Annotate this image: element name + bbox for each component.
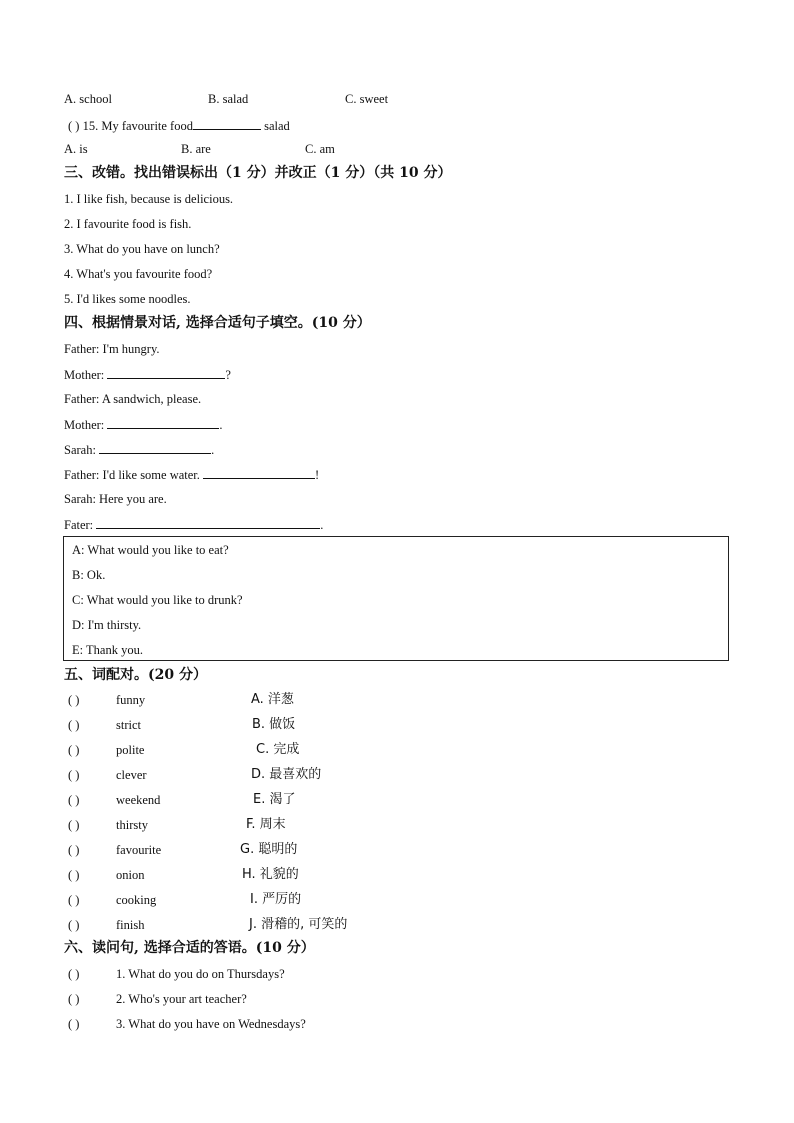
section6-title: 六、读问句, 选择合适的答语。(10 分） bbox=[64, 940, 315, 956]
choice-item: A: What would you like to eat? bbox=[72, 543, 229, 557]
section3-item: 2. I favourite food is fish. bbox=[64, 217, 192, 231]
match-word: favourite bbox=[116, 843, 162, 857]
section6-item bbox=[68, 991, 247, 1007]
speaker: Sarah: bbox=[64, 443, 100, 457]
speaker: Father: I'd like some water. bbox=[64, 468, 204, 482]
match-row bbox=[68, 742, 144, 758]
q15-option-b: B. are bbox=[181, 142, 211, 156]
answer-blank[interactable] bbox=[107, 416, 219, 429]
dialogue-line bbox=[64, 441, 214, 458]
punct: . bbox=[219, 418, 223, 432]
speaker: Fater: bbox=[64, 518, 97, 532]
match-word: onion bbox=[116, 868, 145, 882]
answer-paren[interactable]: ( ) bbox=[68, 893, 80, 907]
punct: . bbox=[211, 443, 215, 457]
choice-item: D: I'm thirsty. bbox=[72, 618, 142, 632]
answer-paren[interactable]: ( ) bbox=[68, 918, 80, 932]
match-row bbox=[68, 867, 144, 883]
answer-paren[interactable]: ( ) bbox=[68, 1017, 80, 1031]
answer-paren[interactable]: ( ) bbox=[68, 967, 80, 981]
match-meaning: B. 做饭 bbox=[252, 717, 296, 732]
section6-item bbox=[68, 966, 285, 982]
dialogue-line: Father: A sandwich, please. bbox=[64, 392, 202, 406]
section4-title: 四、根据情景对话, 选择合适句子填空。(10 分） bbox=[64, 315, 371, 331]
answer-blank[interactable] bbox=[203, 466, 315, 479]
match-meaning: D. 最喜欢的 bbox=[251, 767, 322, 782]
answer-paren[interactable]: ( ) bbox=[68, 843, 80, 857]
answer-blank[interactable] bbox=[96, 516, 320, 529]
q15-option-a: A. is bbox=[64, 142, 88, 156]
section3-item: 3. What do you have on lunch? bbox=[64, 242, 220, 256]
question-text: 3. What do you have on Wednesdays? bbox=[116, 1017, 306, 1031]
dialogue-line: Father: I'm hungry. bbox=[64, 342, 160, 356]
answer-blank[interactable] bbox=[193, 117, 261, 130]
choices-box bbox=[63, 536, 729, 661]
answer-paren[interactable]: ( ) bbox=[68, 693, 80, 707]
dialogue-line bbox=[64, 416, 223, 433]
match-meaning: G. 聪明的 bbox=[240, 842, 298, 857]
q14-option-c: C. sweet bbox=[345, 92, 389, 106]
dialogue-line bbox=[64, 516, 323, 533]
match-row bbox=[68, 717, 141, 733]
match-word: thirsty bbox=[116, 818, 148, 832]
match-row bbox=[68, 767, 147, 783]
match-row bbox=[68, 842, 161, 858]
match-row bbox=[68, 792, 160, 808]
q14-option-a: A. school bbox=[64, 92, 112, 106]
match-meaning: F. 周末 bbox=[246, 817, 286, 832]
match-row bbox=[68, 917, 144, 933]
section3-item: 5. I'd likes some noodles. bbox=[64, 292, 191, 306]
answer-blank[interactable] bbox=[107, 366, 225, 379]
question-text: 1. What do you do on Thursdays? bbox=[116, 967, 285, 981]
section3-item: 4. What's you favourite food? bbox=[64, 267, 213, 281]
speaker: Mother: bbox=[64, 368, 108, 382]
section3-title: 三、改错。找出错误标出（1 分）并改正（1 分）（共 10 分） bbox=[64, 165, 452, 181]
answer-paren: ( ) bbox=[68, 119, 80, 133]
match-word: funny bbox=[116, 693, 146, 707]
answer-paren[interactable]: ( ) bbox=[68, 992, 80, 1006]
q15-question bbox=[68, 117, 290, 134]
choice-item: E: Thank you. bbox=[72, 643, 143, 657]
match-word: clever bbox=[116, 768, 147, 782]
punct: . bbox=[320, 518, 324, 532]
answer-paren[interactable]: ( ) bbox=[68, 743, 80, 757]
match-meaning: A. 洋葱 bbox=[251, 692, 294, 707]
q15-option-c: C. am bbox=[305, 142, 335, 156]
choice-item: B: Ok. bbox=[72, 568, 106, 582]
match-meaning: C. 完成 bbox=[256, 742, 300, 757]
match-word: polite bbox=[116, 743, 145, 757]
match-meaning: I. 严厉的 bbox=[250, 892, 302, 907]
speaker: Mother: bbox=[64, 418, 108, 432]
dialogue-line bbox=[64, 466, 319, 483]
answer-paren[interactable]: ( ) bbox=[68, 868, 80, 882]
q14-option-b: B. salad bbox=[208, 92, 249, 106]
choice-item: C: What would you like to drunk? bbox=[72, 593, 243, 607]
q15-after: salad bbox=[264, 119, 290, 133]
answer-paren[interactable]: ( ) bbox=[68, 793, 80, 807]
section6-item bbox=[68, 1016, 306, 1032]
question-text: 2. Who's your art teacher? bbox=[116, 992, 247, 1006]
match-meaning: E. 渴了 bbox=[253, 792, 296, 807]
answer-paren[interactable]: ( ) bbox=[68, 818, 80, 832]
match-row bbox=[68, 892, 156, 908]
answer-blank[interactable] bbox=[99, 441, 211, 454]
match-word: weekend bbox=[116, 793, 161, 807]
match-row bbox=[68, 692, 145, 708]
section5-title: 五、词配对。(20 分） bbox=[64, 667, 207, 683]
punct: ? bbox=[225, 368, 231, 382]
answer-paren[interactable]: ( ) bbox=[68, 718, 80, 732]
q15-text: 15. My favourite food bbox=[82, 119, 193, 133]
punct: ! bbox=[315, 468, 320, 482]
dialogue-line: Sarah: Here you are. bbox=[64, 492, 167, 506]
match-word: cooking bbox=[116, 893, 157, 907]
answer-paren[interactable]: ( ) bbox=[68, 768, 80, 782]
dialogue-line bbox=[64, 366, 231, 383]
match-word: strict bbox=[116, 718, 141, 732]
match-word: finish bbox=[116, 918, 145, 932]
match-meaning: J. 滑稽的, 可笑的 bbox=[249, 917, 348, 932]
section3-item: 1. I like fish, because is delicious. bbox=[64, 192, 234, 206]
match-meaning: H. 礼貌的 bbox=[242, 867, 299, 882]
match-row bbox=[68, 817, 148, 833]
